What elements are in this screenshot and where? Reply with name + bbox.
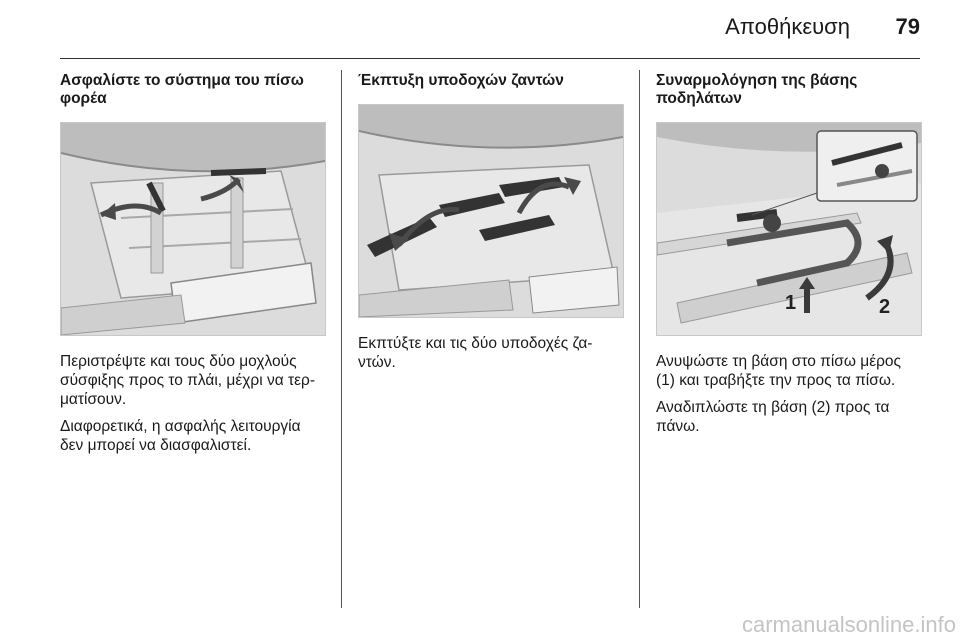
column-divider: [341, 70, 342, 608]
section-heading: Συναρμολόγηση της βάσης ποδηλάτων: [656, 72, 858, 107]
figure: [60, 122, 326, 336]
paragraph: Αναδιπλώστε τη βάση (2) προς τα πάνω.: [656, 399, 890, 435]
paragraph: Εκπτύξτε και τις δύο υποδοχές ζα-ντών.: [358, 335, 593, 371]
locking-levers-illustration: [61, 123, 325, 335]
callout-label: 1: [785, 292, 797, 314]
section-assemble-bike-mount: [656, 72, 922, 436]
bicycle-mount-assembly-illustration: [657, 123, 921, 335]
figure: [656, 122, 922, 336]
section-lock-carrier: [60, 72, 326, 455]
header-divider: [60, 58, 920, 59]
column-divider: [639, 70, 640, 608]
paragraph: Ανυψώστε τη βάση στο πίσω μέρος (1) και τραβήξτε την προς τα πίσω.: [656, 353, 902, 389]
watermark: carmanualsonline.info: [741, 612, 956, 637]
section-heading: Ασφαλίστε το σύστημα του πίσω φορέα: [60, 72, 304, 107]
wheel-holders-unfold-illustration: [359, 105, 623, 317]
paragraph: Περιστρέψτε και τους δύο μοχλούς σύσφιξης προς το πλάι, μέχρι να τερ-ματίσουν.: [60, 353, 315, 408]
callout-label: 2: [879, 296, 891, 318]
paragraph: Διαφορετικά, η ασφαλής λειτουργία δεν μπορεί να διασφαλιστεί.: [60, 418, 301, 454]
section-title: Αποθήκευση: [725, 14, 850, 39]
section-heading: Έκπτυξη υποδοχών ζαντών: [358, 72, 564, 89]
page-number: 79: [895, 14, 920, 39]
figure: [358, 104, 624, 318]
section-unfold-wheel-holders: [358, 72, 624, 372]
